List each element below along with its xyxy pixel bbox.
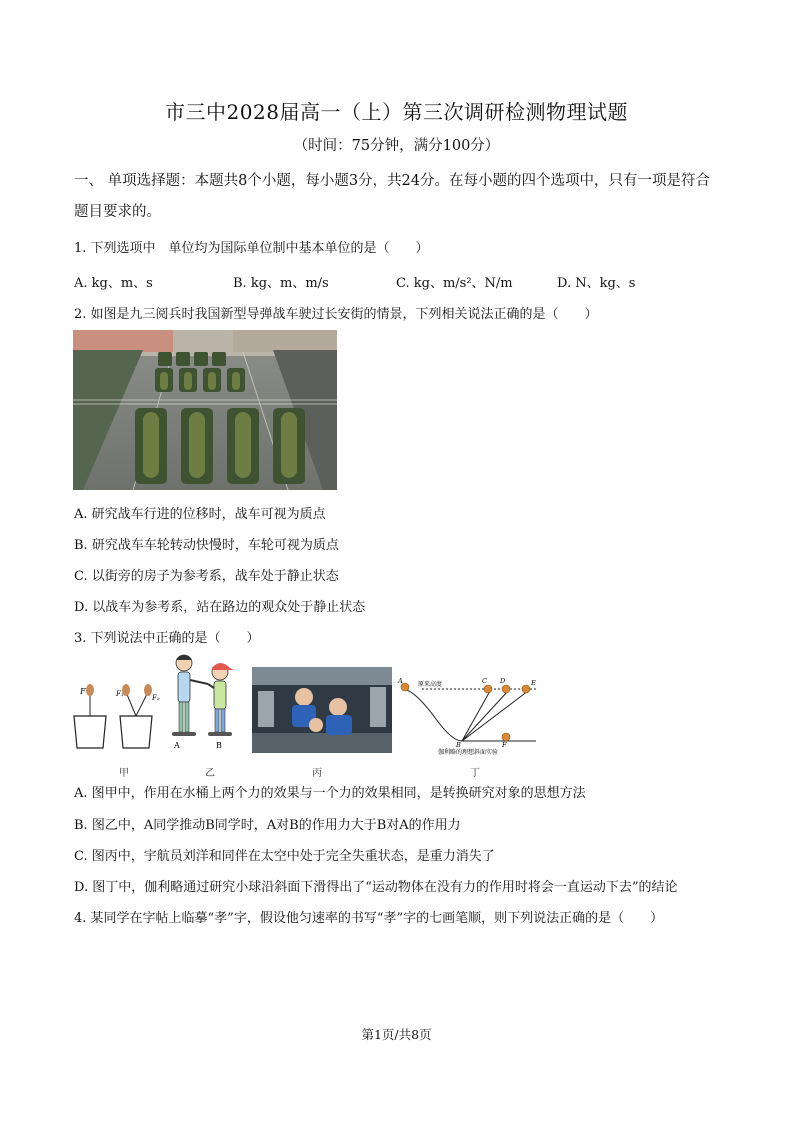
q3-option-b: B. 图乙中，A同学推动B同学时，A对B的作用力大于B对A的作用力 [74, 818, 461, 833]
q3-option-c: C. 图丙中，宇航员刘洋和同伴在太空中处于完全失重状态，是重力消失了 [74, 849, 495, 864]
yi-label-b: B [216, 741, 222, 750]
q1-option-d: D. N、kg、s [557, 276, 636, 291]
ding-point-e: E [531, 679, 536, 687]
figure-ding-incline [396, 675, 542, 757]
missile-parade-photo [73, 330, 337, 490]
page-title: 市三中2028届高一（上）第三次调研检测物理试题 [165, 100, 628, 124]
figure-label-ding: 丁 [470, 768, 480, 779]
question-3-stem: 3. 下列说法中正确的是（ ） [74, 631, 260, 646]
figure-label-jia: 甲 [119, 768, 129, 779]
ding-point-f: F [502, 741, 507, 749]
ding-point-c: C [482, 677, 487, 685]
q2-option-a: A. 研究战车行进的位移时，战车可视为质点 [74, 507, 326, 522]
question-4-stem: 4. 某同学在字帖上临摹“孝”字，假设他匀速率的书写“孝”字的七画笔顺，则下列说法正确的是（ ） [74, 911, 664, 926]
ding-point-a: A [398, 677, 403, 685]
question-2-stem: 2. 如图是九三阅兵时我国新型导弹战车驶过长安街的情景，下列相关说法正确的是（ ） [74, 307, 598, 322]
ding-caption: 伽利略的理想斜面实验 [438, 749, 499, 756]
figure-label-bing: 丙 [312, 768, 322, 779]
question-1-stem: 1. 下列选项中 单位均为国际单位制中基本单位的是（ ） [74, 241, 429, 256]
ding-point-d: D [500, 677, 506, 685]
q3-option-a: A. 图甲中，作用在水桶上两个力的效果与一个力的效果相同，是转换研究对象的思想方法 [74, 786, 586, 801]
ding-point-b: B [456, 741, 461, 749]
jia-f1-label: F₁ [116, 690, 124, 698]
figure-yi-students [160, 650, 244, 750]
figure-label-yi: 乙 [205, 768, 215, 779]
parade-illustration [73, 330, 337, 490]
section-header: 一、 单项选择题：本题共8个小题，每小题3分，共24分。在每小题的四个选项中，只有一项是符合题目要求的。 [74, 173, 711, 220]
jia-f2-label: F₂ [152, 694, 160, 702]
q2-option-c: C. 以街旁的房子为参考系，战车处于静止状态 [74, 569, 339, 584]
q1-option-b: B. kg、m、m/s [233, 276, 329, 291]
ding-height-label: 原来高度 [418, 681, 443, 688]
page-footer: 第1页/共8页 [361, 1027, 432, 1042]
q1-option-c: C. kg、m/s²、N/m [396, 276, 513, 291]
jia-f-label: F [80, 687, 86, 696]
q3-option-d: D. 图丁中，伽利略通过研究小球沿斜面下滑得出了“运动物体在没有力的作用时将会一直运动下去”的结论 [74, 880, 678, 895]
q1-option-a: A. kg、m、s [74, 276, 153, 291]
exam-info: （时间：75分钟，满分100分） [293, 138, 500, 154]
yi-label-a: A [174, 741, 180, 750]
q2-option-b: B. 研究战车车轮转动快慢时，车轮可视为质点 [74, 538, 339, 553]
figure-bing-astronauts [252, 667, 392, 753]
q2-option-d: D. 以战车为参考系，站在路边的观众处于静止状态 [74, 600, 366, 615]
figure-jia-buckets [70, 680, 160, 752]
